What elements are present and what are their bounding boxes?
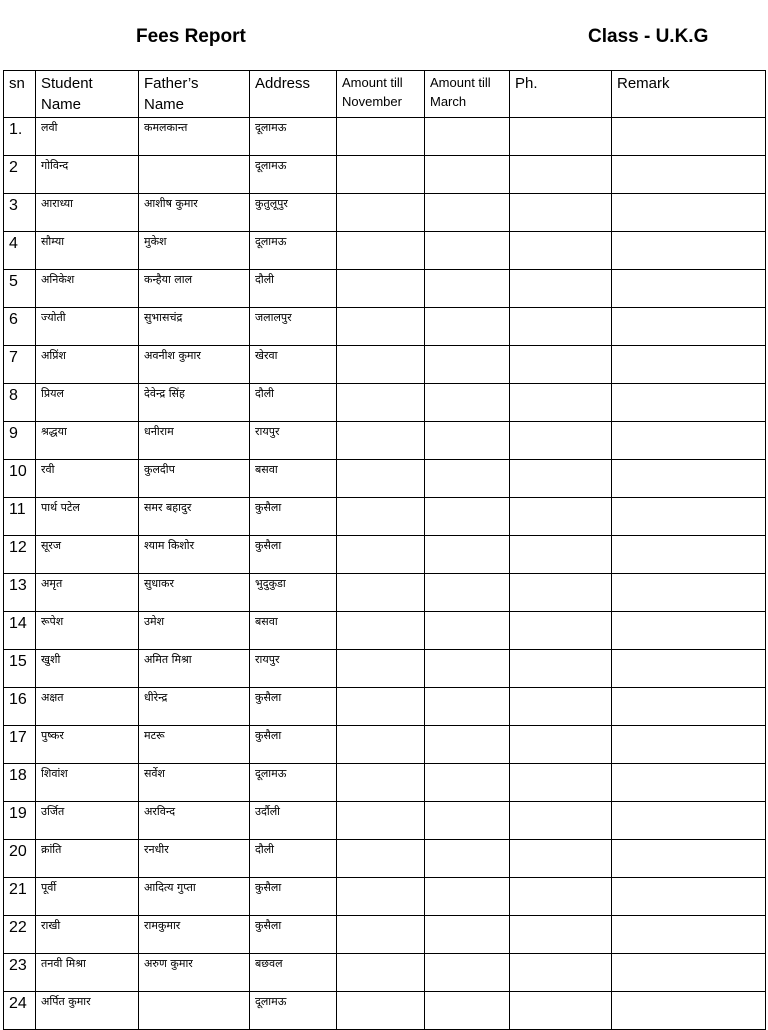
cell-address: दूलामऊ xyxy=(250,992,337,1030)
cell-amount-march xyxy=(425,194,510,232)
cell-amount-march xyxy=(425,802,510,840)
col-header-phone: Ph. xyxy=(510,71,612,118)
cell-father-name: उमेश xyxy=(139,612,250,650)
cell-sn: 6 xyxy=(4,308,36,346)
cell-amount-november xyxy=(337,726,425,764)
cell-phone xyxy=(510,878,612,916)
cell-amount-november xyxy=(337,954,425,992)
cell-amount-march xyxy=(425,764,510,802)
col-header-father-name: Father’s Name xyxy=(139,71,250,118)
cell-father-name: कुलदीप xyxy=(139,460,250,498)
cell-sn: 9 xyxy=(4,422,36,460)
cell-remark xyxy=(612,118,766,156)
cell-amount-november xyxy=(337,422,425,460)
cell-address: कुतुलूपुर xyxy=(250,194,337,232)
cell-amount-november xyxy=(337,764,425,802)
cell-father-name: मटरू xyxy=(139,726,250,764)
cell-amount-november xyxy=(337,118,425,156)
table-row xyxy=(4,308,766,346)
cell-father-name: सर्वेश xyxy=(139,764,250,802)
cell-student-name: पुष्कर xyxy=(36,726,139,764)
cell-amount-november xyxy=(337,650,425,688)
cell-student-name: पूर्वी xyxy=(36,878,139,916)
cell-amount-november xyxy=(337,156,425,194)
cell-amount-march xyxy=(425,118,510,156)
table-row xyxy=(4,878,766,916)
cell-sn: 18 xyxy=(4,764,36,802)
cell-student-name: क्रांति xyxy=(36,840,139,878)
table-row xyxy=(4,346,766,384)
table-row xyxy=(4,118,766,156)
cell-remark xyxy=(612,422,766,460)
cell-amount-march xyxy=(425,840,510,878)
cell-father-name: धीरेन्द्र xyxy=(139,688,250,726)
cell-student-name: राखी xyxy=(36,916,139,954)
cell-remark xyxy=(612,840,766,878)
cell-sn: 17 xyxy=(4,726,36,764)
cell-remark xyxy=(612,726,766,764)
cell-address: कुसैला xyxy=(250,726,337,764)
cell-phone xyxy=(510,916,612,954)
cell-sn: 8 xyxy=(4,384,36,422)
cell-remark xyxy=(612,878,766,916)
col-header-amount-november: Amount till November xyxy=(337,71,425,118)
cell-student-name: सूरज xyxy=(36,536,139,574)
col-header-amount-march: Amount till March xyxy=(425,71,510,118)
cell-sn: 1. xyxy=(4,118,36,156)
cell-sn: 14 xyxy=(4,612,36,650)
table-row xyxy=(4,156,766,194)
cell-father-name: आशीष कुमार xyxy=(139,194,250,232)
cell-phone xyxy=(510,194,612,232)
cell-address: दूलामऊ xyxy=(250,118,337,156)
cell-father-name: रनधीर xyxy=(139,840,250,878)
cell-address: कुसैला xyxy=(250,688,337,726)
cell-remark xyxy=(612,688,766,726)
cell-father-name: कन्हैया लाल xyxy=(139,270,250,308)
cell-phone xyxy=(510,232,612,270)
cell-sn: 4 xyxy=(4,232,36,270)
cell-amount-march xyxy=(425,460,510,498)
cell-phone xyxy=(510,688,612,726)
col-header-address: Address xyxy=(250,71,337,118)
cell-student-name: शिवांश xyxy=(36,764,139,802)
cell-sn: 7 xyxy=(4,346,36,384)
cell-phone xyxy=(510,954,612,992)
cell-phone xyxy=(510,498,612,536)
cell-sn: 21 xyxy=(4,878,36,916)
cell-student-name: श्रद्धया xyxy=(36,422,139,460)
cell-address: कुसैला xyxy=(250,916,337,954)
table-row xyxy=(4,650,766,688)
cell-sn: 19 xyxy=(4,802,36,840)
table-row xyxy=(4,194,766,232)
table-row xyxy=(4,422,766,460)
cell-amount-november xyxy=(337,688,425,726)
cell-amount-november xyxy=(337,346,425,384)
cell-father-name: सुभासचंद्र xyxy=(139,308,250,346)
cell-amount-march xyxy=(425,954,510,992)
cell-father-name: मुकेश xyxy=(139,232,250,270)
cell-address: उर्दौली xyxy=(250,802,337,840)
cell-sn: 10 xyxy=(4,460,36,498)
cell-sn: 20 xyxy=(4,840,36,878)
cell-student-name: अक्षत xyxy=(36,688,139,726)
cell-amount-november xyxy=(337,536,425,574)
cell-amount-march xyxy=(425,688,510,726)
cell-father-name: सुधाकर xyxy=(139,574,250,612)
cell-remark xyxy=(612,536,766,574)
cell-remark xyxy=(612,156,766,194)
cell-father-name: धनीराम xyxy=(139,422,250,460)
cell-amount-november xyxy=(337,878,425,916)
cell-address: कुसैला xyxy=(250,498,337,536)
cell-address: दौली xyxy=(250,840,337,878)
cell-amount-march xyxy=(425,726,510,764)
table-row xyxy=(4,498,766,536)
cell-sn: 3 xyxy=(4,194,36,232)
cell-student-name: रूपेश xyxy=(36,612,139,650)
cell-student-name: गोविन्द xyxy=(36,156,139,194)
table-header-row xyxy=(4,71,766,118)
table-row xyxy=(4,536,766,574)
cell-student-name: अर्पित कुमार xyxy=(36,992,139,1030)
cell-amount-november xyxy=(337,840,425,878)
cell-student-name: तनवी मिश्रा xyxy=(36,954,139,992)
cell-address: दूलामऊ xyxy=(250,232,337,270)
table-row xyxy=(4,726,766,764)
cell-phone xyxy=(510,308,612,346)
cell-student-name: ज्योती xyxy=(36,308,139,346)
cell-phone xyxy=(510,764,612,802)
cell-amount-march xyxy=(425,916,510,954)
cell-address: खेरवा xyxy=(250,346,337,384)
cell-father-name: देवेन्द्र सिंह xyxy=(139,384,250,422)
cell-address: भुदुकुडा xyxy=(250,574,337,612)
cell-sn: 16 xyxy=(4,688,36,726)
cell-phone xyxy=(510,536,612,574)
cell-student-name: अमृत xyxy=(36,574,139,612)
cell-phone xyxy=(510,270,612,308)
table-row xyxy=(4,574,766,612)
cell-sn: 5 xyxy=(4,270,36,308)
cell-sn: 24 xyxy=(4,992,36,1030)
cell-amount-march xyxy=(425,384,510,422)
cell-student-name: सौम्या xyxy=(36,232,139,270)
cell-sn: 11 xyxy=(4,498,36,536)
table-row xyxy=(4,954,766,992)
cell-student-name: आराध्या xyxy=(36,194,139,232)
cell-amount-march xyxy=(425,612,510,650)
cell-father-name: आदित्य गुप्ता xyxy=(139,878,250,916)
cell-phone xyxy=(510,346,612,384)
cell-amount-march xyxy=(425,308,510,346)
cell-address: जलालपुर xyxy=(250,308,337,346)
col-header-remark: Remark xyxy=(612,71,766,118)
cell-remark xyxy=(612,764,766,802)
table-row xyxy=(4,802,766,840)
cell-amount-november xyxy=(337,498,425,536)
cell-amount-march xyxy=(425,536,510,574)
cell-remark xyxy=(612,346,766,384)
cell-address: बछवल xyxy=(250,954,337,992)
cell-father-name: कमलकान्त xyxy=(139,118,250,156)
cell-father-name: अरुण कुमार xyxy=(139,954,250,992)
cell-phone xyxy=(510,460,612,498)
cell-address: बसवा xyxy=(250,460,337,498)
cell-amount-november xyxy=(337,802,425,840)
cell-remark xyxy=(612,916,766,954)
table-row xyxy=(4,270,766,308)
cell-address: दौली xyxy=(250,270,337,308)
cell-sn: 23 xyxy=(4,954,36,992)
cell-address: कुसैला xyxy=(250,536,337,574)
cell-sn: 22 xyxy=(4,916,36,954)
cell-sn: 2 xyxy=(4,156,36,194)
cell-amount-november xyxy=(337,574,425,612)
cell-phone xyxy=(510,384,612,422)
cell-amount-march xyxy=(425,498,510,536)
col-header-student-name: Student Name xyxy=(36,71,139,118)
cell-remark xyxy=(612,270,766,308)
cell-remark xyxy=(612,574,766,612)
cell-student-name: अनिकेश xyxy=(36,270,139,308)
cell-student-name: अप्रिंश xyxy=(36,346,139,384)
cell-phone xyxy=(510,422,612,460)
cell-amount-march xyxy=(425,422,510,460)
cell-address: दूलामऊ xyxy=(250,764,337,802)
cell-father-name: रामकुमार xyxy=(139,916,250,954)
cell-amount-november xyxy=(337,194,425,232)
cell-father-name: श्याम किशोर xyxy=(139,536,250,574)
cell-amount-march xyxy=(425,650,510,688)
cell-sn: 15 xyxy=(4,650,36,688)
cell-student-name: उर्जित xyxy=(36,802,139,840)
cell-father-name: अवनीश कुमार xyxy=(139,346,250,384)
cell-remark xyxy=(612,308,766,346)
cell-remark xyxy=(612,498,766,536)
cell-phone xyxy=(510,156,612,194)
cell-father-name: अमित मिश्रा xyxy=(139,650,250,688)
cell-remark xyxy=(612,802,766,840)
cell-amount-march xyxy=(425,156,510,194)
cell-amount-november xyxy=(337,612,425,650)
cell-amount-march xyxy=(425,346,510,384)
cell-remark xyxy=(612,232,766,270)
cell-sn: 12 xyxy=(4,536,36,574)
table-row xyxy=(4,460,766,498)
cell-amount-november xyxy=(337,232,425,270)
cell-address: कुसैला xyxy=(250,878,337,916)
table-row xyxy=(4,688,766,726)
cell-amount-november xyxy=(337,916,425,954)
cell-sn: 13 xyxy=(4,574,36,612)
fees-table xyxy=(3,70,766,1030)
cell-remark xyxy=(612,460,766,498)
report-header xyxy=(0,24,768,54)
cell-amount-november xyxy=(337,384,425,422)
cell-remark xyxy=(612,194,766,232)
class-label: Class - U.K.G xyxy=(588,26,709,47)
cell-student-name: पार्थ पटेल xyxy=(36,498,139,536)
cell-remark xyxy=(612,612,766,650)
cell-amount-november xyxy=(337,270,425,308)
cell-student-name: लवी xyxy=(36,118,139,156)
cell-address: रायपुर xyxy=(250,650,337,688)
table-row xyxy=(4,916,766,954)
cell-phone xyxy=(510,650,612,688)
table-row xyxy=(4,612,766,650)
cell-address: दौली xyxy=(250,384,337,422)
cell-father-name: अरविन्द xyxy=(139,802,250,840)
cell-remark xyxy=(612,650,766,688)
table-row xyxy=(4,384,766,422)
cell-amount-march xyxy=(425,574,510,612)
cell-amount-november xyxy=(337,308,425,346)
cell-phone xyxy=(510,574,612,612)
cell-student-name: रवी xyxy=(36,460,139,498)
cell-amount-november xyxy=(337,460,425,498)
cell-phone xyxy=(510,612,612,650)
col-header-sn: sn xyxy=(4,71,36,118)
table-row xyxy=(4,840,766,878)
cell-student-name: प्रियल xyxy=(36,384,139,422)
cell-phone xyxy=(510,726,612,764)
table-row xyxy=(4,764,766,802)
cell-address: दूलामऊ xyxy=(250,156,337,194)
cell-student-name: खुशी xyxy=(36,650,139,688)
cell-remark xyxy=(612,384,766,422)
cell-father-name xyxy=(139,156,250,194)
table-row xyxy=(4,232,766,270)
report-title: Fees Report xyxy=(136,26,246,47)
cell-father-name: समर बहादुर xyxy=(139,498,250,536)
cell-amount-march xyxy=(425,878,510,916)
cell-remark xyxy=(612,954,766,992)
cell-amount-march xyxy=(425,232,510,270)
cell-phone xyxy=(510,802,612,840)
cell-phone xyxy=(510,840,612,878)
cell-amount-march xyxy=(425,270,510,308)
cell-address: रायपुर xyxy=(250,422,337,460)
cell-phone xyxy=(510,118,612,156)
cell-address: बसवा xyxy=(250,612,337,650)
